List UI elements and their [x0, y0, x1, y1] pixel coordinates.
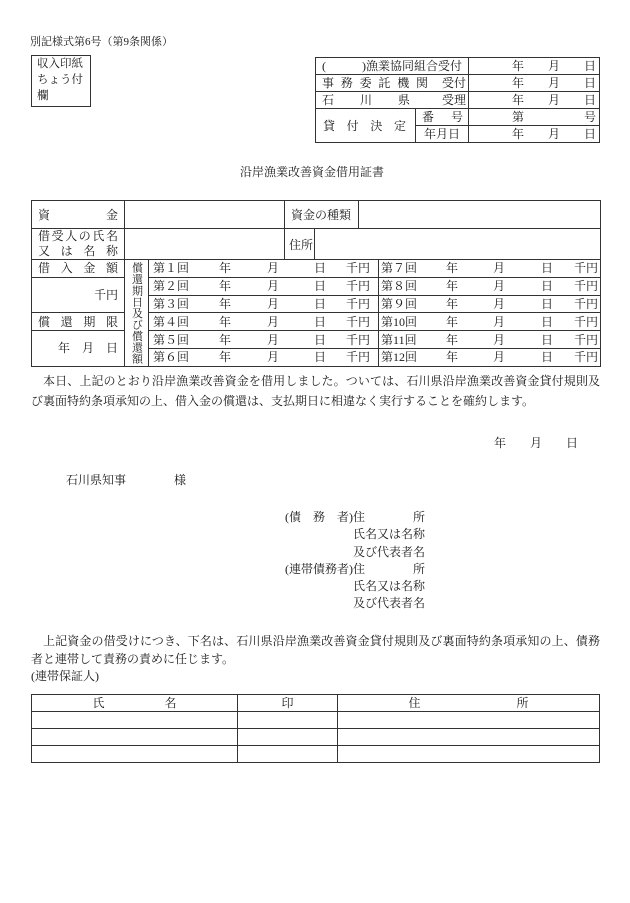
reception-row-decision-number — [316, 109, 600, 126]
amount-unit: 千円 — [346, 261, 371, 276]
day-unit: 日 — [541, 350, 554, 365]
stamp-box-line: 欄 — [37, 90, 49, 102]
year-unit: 年 — [446, 261, 459, 276]
amount-unit: 千円 — [574, 350, 599, 365]
guarantor-address-header: 住 所 — [338, 695, 600, 712]
loan-certificate-table — [31, 200, 601, 367]
installment-cell — [149, 260, 379, 278]
guarantor-name-cell — [32, 746, 238, 763]
loan-decision-label: 貸 付 決 定 — [323, 118, 406, 133]
borrowing-statement: 本日、上記のとおり沿岸漁業改善資金を借用しました。ついては、石川県沿岸漁業改善資金貸付規則及び裏面特約条項承知の上、借入金の償還は、支払期日に相違なく実行することを確約します。 — [31, 374, 600, 408]
borrower-value-cell — [125, 229, 285, 260]
installment-right-2 — [379, 296, 600, 312]
month-unit: 月 — [493, 350, 506, 365]
installment-number: 第８回 — [381, 279, 418, 294]
addressee-name: 石川県知事 — [66, 473, 127, 487]
borrower-label-cell — [32, 229, 125, 260]
loan-amount-unit: 千円 — [32, 277, 125, 313]
day-unit: 日 — [541, 296, 554, 311]
guarantor-row — [32, 746, 600, 763]
month-unit: 月 — [493, 332, 506, 347]
fund-type-value-cell — [359, 201, 601, 229]
guarantor-seal-cell — [238, 746, 338, 763]
installment-cell — [149, 313, 379, 331]
month-unit: 月 — [266, 296, 279, 311]
month-unit: 月 — [266, 261, 279, 276]
installment-number: 第６回 — [153, 350, 190, 365]
schedule-row — [32, 277, 601, 295]
year-unit: 年 — [446, 314, 459, 329]
installment-left-0 — [149, 260, 378, 276]
prefecture-reception-date: 年 月 日 — [469, 92, 600, 109]
year-unit: 年 — [218, 332, 231, 347]
reception-row-cooperative — [316, 58, 600, 75]
day-unit: 日 — [313, 296, 326, 311]
stamp-box-line: 収入印紙 — [37, 58, 83, 70]
month-unit: 月 — [266, 332, 279, 347]
schedule-row — [32, 313, 601, 331]
repayment-deadline-label-cell — [32, 313, 125, 331]
year-unit: 年 — [218, 350, 231, 365]
month-unit: 月 — [493, 279, 506, 294]
stamp-box-line: ちょう付 — [37, 74, 83, 86]
installment-right-0 — [379, 260, 600, 276]
guarantor-address-cell — [338, 712, 600, 729]
day-unit: 日 — [313, 261, 326, 276]
debtor-block — [285, 509, 425, 613]
schedule-label: 償還期日及び償還額 — [130, 261, 143, 364]
borrower-label-line: 借受人の氏名 — [38, 229, 118, 243]
day-unit: 日 — [541, 332, 554, 347]
guarantor-name-cell — [32, 729, 238, 746]
installment-left-5 — [149, 349, 378, 365]
loan-decision-cell — [316, 109, 416, 143]
month-unit: 月 — [266, 314, 279, 329]
amount-unit: 千円 — [574, 332, 599, 347]
cooperative-reception-date: 年 月 日 — [469, 58, 600, 75]
debtor-name-label: 氏名又は名称 — [353, 527, 426, 542]
year-unit: 年 — [446, 279, 459, 294]
guarantor-row — [32, 712, 600, 729]
guarantor-table — [31, 694, 600, 763]
amount-unit: 千円 — [346, 296, 371, 311]
month-unit: 月 — [493, 296, 506, 311]
installment-left-3 — [149, 314, 378, 330]
loan-amount-label-cell — [32, 260, 125, 278]
decision-number-label: 番 号 — [422, 110, 463, 124]
cooperative-reception-label: ( )漁業協同組合受付 — [316, 58, 469, 75]
installment-cell — [149, 331, 379, 349]
schedule-row — [32, 260, 601, 278]
fund-type-label: 資金の種類 — [285, 201, 359, 229]
installment-cell — [379, 260, 601, 278]
joint-debtor-label: (連帯債務者) — [285, 561, 353, 576]
installment-right-4 — [379, 332, 600, 348]
installment-number: 第３回 — [153, 296, 190, 311]
installment-right-5 — [379, 349, 600, 365]
address-value-cell — [315, 229, 601, 260]
day-unit: 日 — [541, 314, 554, 329]
repayment-deadline-value: 年 月 日 — [32, 331, 125, 367]
year-unit: 年 — [218, 314, 231, 329]
year-unit: 年 — [218, 261, 231, 276]
agency-reception-label-group — [316, 75, 468, 91]
reception-row-agency — [316, 75, 600, 92]
installment-right-3 — [379, 314, 600, 330]
installment-number: 第12回 — [381, 350, 418, 365]
joint-debtor-representative-label: 及び代表者名 — [353, 596, 426, 611]
year-unit: 年 — [218, 279, 231, 294]
amount-unit: 千円 — [346, 350, 371, 365]
guarantor-seal-cell — [238, 729, 338, 746]
installment-right-1 — [379, 278, 600, 294]
borrower-label-line: 又 は 名 称 — [38, 244, 118, 258]
day-unit: 日 — [313, 314, 326, 329]
amount-unit: 千円 — [346, 332, 371, 347]
amount-unit: 千円 — [346, 279, 371, 294]
month-unit: 月 — [493, 314, 506, 329]
decision-date-value: 年 月 日 — [469, 126, 600, 143]
installment-number: 第11回 — [381, 332, 417, 347]
guarantor-seal-header: 印 — [238, 695, 338, 712]
installment-number: 第７回 — [381, 261, 418, 276]
installment-cell — [149, 277, 379, 295]
reception-row-prefecture — [316, 92, 600, 109]
agency-reception-date: 年 月 日 — [469, 75, 600, 92]
addressee-honorific: 様 — [174, 473, 187, 487]
month-unit: 月 — [266, 350, 279, 365]
prefecture-label: 石 川 県 — [322, 93, 410, 107]
address-label: 住所 — [285, 229, 315, 260]
joint-debtor-name-label: 氏名又は名称 — [353, 579, 426, 594]
prefecture-reception-label-group — [316, 92, 468, 108]
installment-number: 第４回 — [153, 314, 190, 329]
amount-unit: 千円 — [574, 314, 599, 329]
joint-debtor-address-label: 住 所 — [353, 561, 426, 576]
decision-date-label: 年月日 — [416, 126, 469, 143]
document-title: 沿岸漁業改善資金借用証書 — [240, 165, 385, 179]
amount-unit: 千円 — [574, 279, 599, 294]
fund-label: 資 金 — [38, 208, 118, 222]
debtor-address-line — [285, 509, 425, 526]
agency-reception-cell — [316, 75, 469, 92]
guarantee-statement: 上記資金の借受けにつき、下名は、石川県沿岸漁業改善資金貸付規則及び裏面特約条項承知の上、債務者と連帯して責務の責めに任じます。 — [31, 634, 600, 666]
guarantor-seal-cell — [238, 712, 338, 729]
guarantor-name-header: 氏 名 — [32, 695, 238, 712]
installment-cell — [149, 348, 379, 366]
day-unit: 日 — [313, 279, 326, 294]
repayment-deadline-label: 償 還 期 限 — [38, 314, 118, 329]
installment-left-4 — [149, 332, 378, 348]
installment-number: 第２回 — [153, 279, 190, 294]
installment-left-1 — [149, 278, 378, 294]
installment-cell — [379, 277, 601, 295]
year-unit: 年 — [446, 350, 459, 365]
prefecture-reception-cell — [316, 92, 469, 109]
day-unit: 日 — [541, 261, 554, 276]
amount-unit: 千円 — [574, 296, 599, 311]
guarantor-address-cell — [338, 746, 600, 763]
reception-table — [315, 57, 600, 143]
signing-date: 年 月 日 — [494, 436, 579, 450]
month-unit: 月 — [493, 261, 506, 276]
installment-cell — [379, 295, 601, 313]
borrower-row — [32, 229, 601, 260]
month-unit: 月 — [266, 279, 279, 294]
installment-cell — [379, 331, 601, 349]
day-unit: 日 — [313, 350, 326, 365]
installment-number: 第５回 — [153, 332, 190, 347]
guarantor-name-cell — [32, 712, 238, 729]
installment-cell — [149, 295, 379, 313]
debtor-address-label: 住 所 — [353, 510, 426, 524]
fund-value-cell — [125, 201, 285, 229]
installment-number: 第10回 — [381, 314, 418, 329]
joint-debtor-address-line — [285, 561, 425, 578]
revenue-stamp-box — [31, 55, 91, 107]
guarantor-address-cell — [338, 729, 600, 746]
loan-amount-label: 借 入 金 額 — [38, 261, 118, 276]
year-unit: 年 — [218, 296, 231, 311]
guarantor-header-row — [32, 695, 600, 712]
amount-unit: 千円 — [574, 261, 599, 276]
guarantor-row — [32, 729, 600, 746]
fund-row — [32, 201, 601, 229]
debtor-label: (債 務 者) — [285, 510, 353, 524]
amount-unit: 千円 — [346, 314, 371, 329]
year-unit: 年 — [446, 296, 459, 311]
prefecture-suffix: 受理 — [441, 93, 466, 107]
installment-cell — [379, 313, 601, 331]
debtor-representative-label: 及び代表者名 — [353, 544, 426, 559]
year-unit: 年 — [446, 332, 459, 347]
installment-number: 第９回 — [381, 296, 418, 311]
schedule-label-cell — [125, 260, 149, 367]
fund-label-cell — [32, 201, 125, 229]
installment-cell — [379, 348, 601, 366]
decision-number-label-cell — [416, 109, 469, 126]
day-unit: 日 — [541, 279, 554, 294]
agency-label: 事 務 委 託 機 関 — [322, 76, 428, 90]
form-number: 別記様式第6号（第9条関係） — [30, 36, 173, 48]
guarantor-section-label: (連帯保証人) — [31, 669, 99, 683]
day-unit: 日 — [313, 332, 326, 347]
installment-left-2 — [149, 296, 378, 312]
agency-suffix: 受付 — [441, 76, 466, 90]
schedule-row — [32, 331, 601, 349]
decision-number-value: 第 号 — [469, 109, 600, 126]
installment-number: 第１回 — [153, 261, 190, 276]
